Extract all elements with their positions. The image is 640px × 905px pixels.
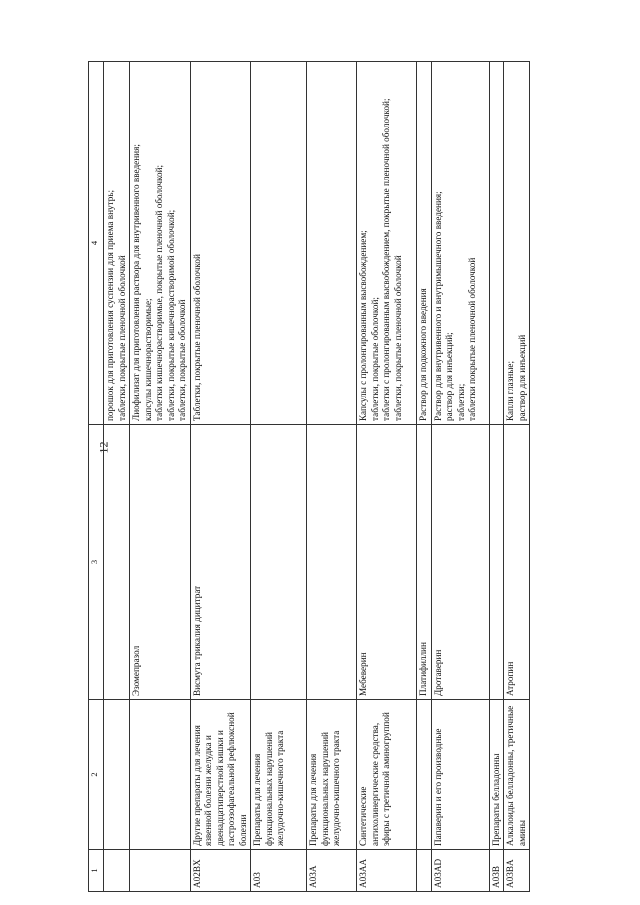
page-number: 12 bbox=[96, 441, 111, 454]
table-cell-c3: Эзомепразол bbox=[130, 425, 191, 700]
table-cell-c2: Препараты для лечения функциональных нарушений желудочно-кишечного тракта bbox=[251, 700, 307, 850]
table-cell-c3: Висмута трикалия дицитрат bbox=[190, 425, 251, 700]
table-cell-c2: Другие препараты для лечения язвенной болезни желудка и двенадцатиперстной кишки и гастроэзофагеальной рефлюксной болезни bbox=[190, 700, 251, 850]
table-row bbox=[489, 62, 504, 892]
table-cell-c1 bbox=[130, 850, 191, 892]
table-cell-c4: Капсулы с пролонгированным высвобождением; таблетки, покрытые оболочкой; таблетки с пролонгированным высвобождением, покрытые пленочной оболочкой; таблетки, покрытые пленочной оболочкой bbox=[357, 62, 417, 425]
table-cell-c1: A03AD bbox=[431, 850, 489, 892]
table-cell-c3: Атропин bbox=[504, 425, 530, 700]
table-cell-c2: Алкалоиды белладонны, третичные амины bbox=[504, 700, 530, 850]
table-cell-c1: A03A bbox=[307, 850, 357, 892]
rotated-page bbox=[88, 62, 527, 892]
table-cell-c4: порошок для приготовления суспензии для приема внутрь; таблетки, покрытые пленочной оболочкой bbox=[104, 62, 130, 425]
table-row bbox=[417, 62, 432, 892]
table-cell-c3: Дротаверин bbox=[431, 425, 489, 700]
table-cell-c3 bbox=[489, 425, 504, 700]
table-cell-c2: Препараты для лечения функциональных нарушений желудочно-кишечного тракта bbox=[307, 700, 357, 850]
table-cell-c3: Мебеверин bbox=[357, 425, 417, 700]
table-cell-c3 bbox=[307, 425, 357, 700]
table-cell-c2: Синтетические антихолинергические средства, эфиры с третичной аминогруппой bbox=[357, 700, 417, 850]
table-row bbox=[431, 62, 489, 892]
table-cell-c1: A03AA bbox=[357, 850, 417, 892]
table-row bbox=[190, 62, 251, 892]
table-cell-c3: Платифиллин bbox=[417, 425, 432, 700]
table-cell-c1: A02BX bbox=[190, 850, 251, 892]
header-cell: 3 bbox=[89, 425, 104, 700]
table-cell-c1: A03B bbox=[489, 850, 504, 892]
header-cell: 1 bbox=[89, 850, 104, 892]
header-cell: 4 bbox=[89, 62, 104, 425]
drug-table bbox=[88, 61, 530, 892]
table-cell-c4: Раствор для подкожного введения bbox=[417, 62, 432, 425]
table-row bbox=[104, 62, 130, 892]
table-cell-c4 bbox=[251, 62, 307, 425]
table-cell-c4: Лиофилизат для приготовления раствора для внутривенного введения; капсулы кишечнорастворимые; таблетки кишечнорастворимые, покрытые пленочной оболочкой; таблетки, покрытые кишечнорастворимой оболочкой; таблетки, покрытые оболочкой bbox=[130, 62, 191, 425]
table-cell-c1: A03BA bbox=[504, 850, 530, 892]
table-cell-c2: Папаверин и его производные bbox=[431, 700, 489, 850]
table-cell-c4: Таблетки, покрытые пленочной оболочкой bbox=[190, 62, 251, 425]
table-row bbox=[504, 62, 530, 892]
table-cell-c2: Препараты белладонны bbox=[489, 700, 504, 850]
table-cell-c1: A03 bbox=[251, 850, 307, 892]
table-cell-c4 bbox=[307, 62, 357, 425]
table-cell-c4: Раствор для внутривенного и внутримышечного введения; раствор для инъекций; таблетки; таблетки покрытые пленочной оболочкой bbox=[431, 62, 489, 425]
table-cell-c1 bbox=[417, 850, 432, 892]
table-row bbox=[130, 62, 191, 892]
header-cell: 2 bbox=[89, 700, 104, 850]
table-cell-c3 bbox=[251, 425, 307, 700]
table-cell-c2 bbox=[417, 700, 432, 850]
header-row bbox=[89, 62, 104, 892]
table-cell-c2 bbox=[130, 700, 191, 850]
table-cell-c4: Капли глазные; раствор для инъекций bbox=[504, 62, 530, 425]
table-cell-c3 bbox=[104, 425, 130, 700]
table-cell-c4 bbox=[489, 62, 504, 425]
table-row bbox=[357, 62, 417, 892]
table-cell-c2 bbox=[104, 700, 130, 850]
table-row bbox=[307, 62, 357, 892]
table-cell-c1 bbox=[104, 850, 130, 892]
table-row bbox=[251, 62, 307, 892]
